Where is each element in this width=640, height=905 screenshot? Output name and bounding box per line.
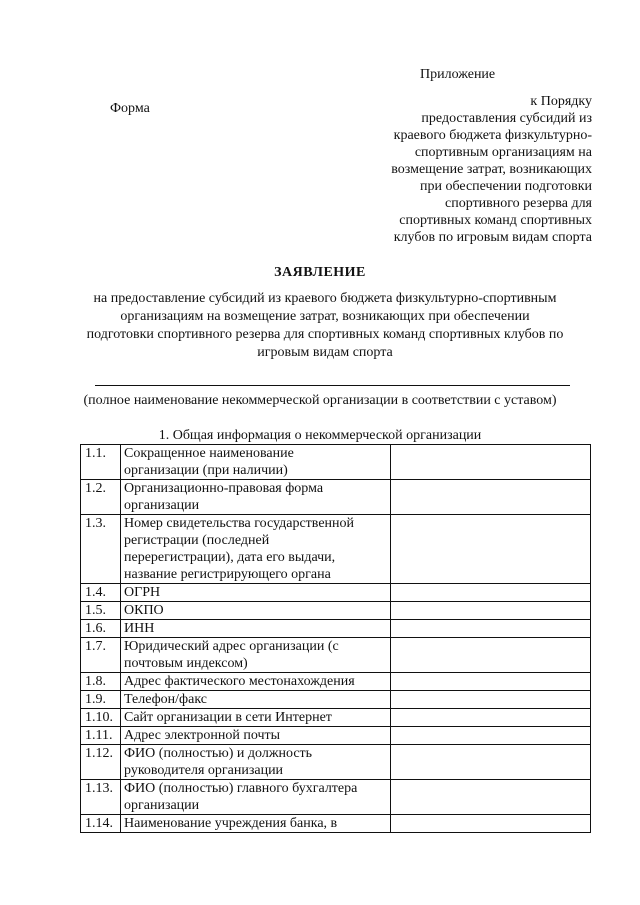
table-row xyxy=(81,780,591,815)
row-label-line: организации xyxy=(124,798,200,813)
row-number: 1.10. xyxy=(81,709,121,727)
row-label xyxy=(121,602,391,620)
row-value-field[interactable] xyxy=(391,620,591,638)
row-value-field[interactable] xyxy=(391,638,591,673)
annex-line: при обеспечении подготовки xyxy=(419,179,592,194)
row-label-line: Организационно-правовая форма xyxy=(124,481,324,496)
row-label xyxy=(121,620,391,638)
row-value-field[interactable] xyxy=(391,815,591,833)
row-number: 1.2. xyxy=(81,480,121,515)
subtitle-line: подготовки спортивного резерва для спортивных команд спортивных клубов по xyxy=(86,327,564,342)
table-row xyxy=(81,727,591,745)
row-number: 1.12. xyxy=(81,745,121,780)
row-number: 1.1. xyxy=(81,445,121,480)
row-value-field[interactable] xyxy=(391,691,591,709)
row-label-line: Сокращенное наименование xyxy=(124,446,294,461)
row-value-field[interactable] xyxy=(391,515,591,584)
row-value-field[interactable] xyxy=(391,745,591,780)
row-value-field[interactable] xyxy=(391,780,591,815)
row-number: 1.11. xyxy=(81,727,121,745)
annex-line: клубов по игровым видам спорта xyxy=(393,230,592,245)
row-label-line: ФИО (полностью) главного бухгалтера xyxy=(124,781,358,796)
subtitle-line: игровым видам спорта xyxy=(257,345,393,360)
row-number: 1.5. xyxy=(81,602,121,620)
row-label xyxy=(121,515,391,584)
annex-line: возмещение затрат, возникающих xyxy=(391,162,592,177)
row-label-line: ФИО (полностью) и должность xyxy=(124,746,313,761)
row-label xyxy=(121,445,391,480)
annex-line: предоставления субсидий из xyxy=(421,111,592,126)
row-value-field[interactable] xyxy=(391,673,591,691)
row-number: 1.7. xyxy=(81,638,121,673)
form-label: Форма xyxy=(110,101,150,116)
annex-line: спортивным организациям на xyxy=(414,145,592,160)
row-label-line: перерегистрации), дата его выдачи, xyxy=(124,550,336,565)
row-label-line: почтовым индексом) xyxy=(124,656,248,671)
row-label-line: Адрес фактического местонахождения xyxy=(124,674,355,689)
row-label xyxy=(121,584,391,602)
row-number: 1.8. xyxy=(81,673,121,691)
row-number: 1.14. xyxy=(81,815,121,833)
annex-line: спортивных команд спортивных xyxy=(399,213,592,228)
table-row xyxy=(81,673,591,691)
annex-line: краевого бюджета физкультурно- xyxy=(393,128,592,143)
annex-line: спортивного резерва для xyxy=(445,196,592,211)
row-value-field[interactable] xyxy=(391,602,591,620)
row-label xyxy=(121,691,391,709)
row-number: 1.3. xyxy=(81,515,121,584)
document-subtitle xyxy=(40,290,610,362)
row-value-field[interactable] xyxy=(391,727,591,745)
row-label-line: организации (при наличии) xyxy=(124,463,288,478)
subtitle-line: на предоставление субсидий из краевого бюджета физкультурно-спортивным xyxy=(93,291,557,306)
row-label-line: Телефон/факс xyxy=(124,692,208,707)
table-row xyxy=(81,691,591,709)
subtitle-line: организациям на возмещение затрат, возникающих при обеспечении xyxy=(120,309,530,324)
document-title: ЗАЯВЛЕНИЕ xyxy=(274,265,366,280)
table-row xyxy=(81,745,591,780)
table-row xyxy=(81,584,591,602)
row-label-line: Юридический адрес организации (с xyxy=(124,639,339,654)
organization-name-caption: (полное наименование некоммерческой организации в соответствии с уставом) xyxy=(83,393,557,408)
row-number: 1.6. xyxy=(81,620,121,638)
row-label xyxy=(121,638,391,673)
row-label xyxy=(121,673,391,691)
table-row xyxy=(81,602,591,620)
row-label-line: Наименование учреждения банка, в xyxy=(124,816,338,831)
table-row xyxy=(81,620,591,638)
table-row xyxy=(81,480,591,515)
table-row xyxy=(81,709,591,727)
row-label-line: организации xyxy=(124,498,200,513)
annex-title: Приложение xyxy=(420,67,496,82)
row-label xyxy=(121,745,391,780)
row-label-line: руководителя организации xyxy=(124,763,284,778)
table-row xyxy=(81,815,591,833)
annex-reference xyxy=(360,93,592,246)
row-label-line: Номер свидетельства государственной xyxy=(124,516,355,531)
row-value-field[interactable] xyxy=(391,480,591,515)
row-label-line: название регистрирующего органа xyxy=(124,567,331,582)
row-label xyxy=(121,780,391,815)
annex-line: к Порядку xyxy=(530,94,592,109)
row-label-line: ИНН xyxy=(124,621,155,636)
row-label xyxy=(121,815,391,833)
row-label xyxy=(121,480,391,515)
row-number: 1.13. xyxy=(81,780,121,815)
table-row xyxy=(81,638,591,673)
organization-name-line[interactable] xyxy=(95,385,570,386)
row-label xyxy=(121,709,391,727)
row-label-line: регистрации (последней xyxy=(124,533,270,548)
table-row xyxy=(81,445,591,480)
row-label-line: ОГРН xyxy=(124,585,161,600)
organization-info-table xyxy=(80,444,591,833)
row-label xyxy=(121,727,391,745)
row-value-field[interactable] xyxy=(391,709,591,727)
row-label-line: ОКПО xyxy=(124,603,164,618)
row-value-field[interactable] xyxy=(391,445,591,480)
row-number: 1.4. xyxy=(81,584,121,602)
row-value-field[interactable] xyxy=(391,584,591,602)
section-title: 1. Общая информация о некоммерческой организации xyxy=(158,428,482,443)
row-label-line: Адрес электронной почты xyxy=(124,728,281,743)
row-label-line: Сайт организации в сети Интернет xyxy=(124,710,332,725)
row-number: 1.9. xyxy=(81,691,121,709)
table-row xyxy=(81,515,591,584)
